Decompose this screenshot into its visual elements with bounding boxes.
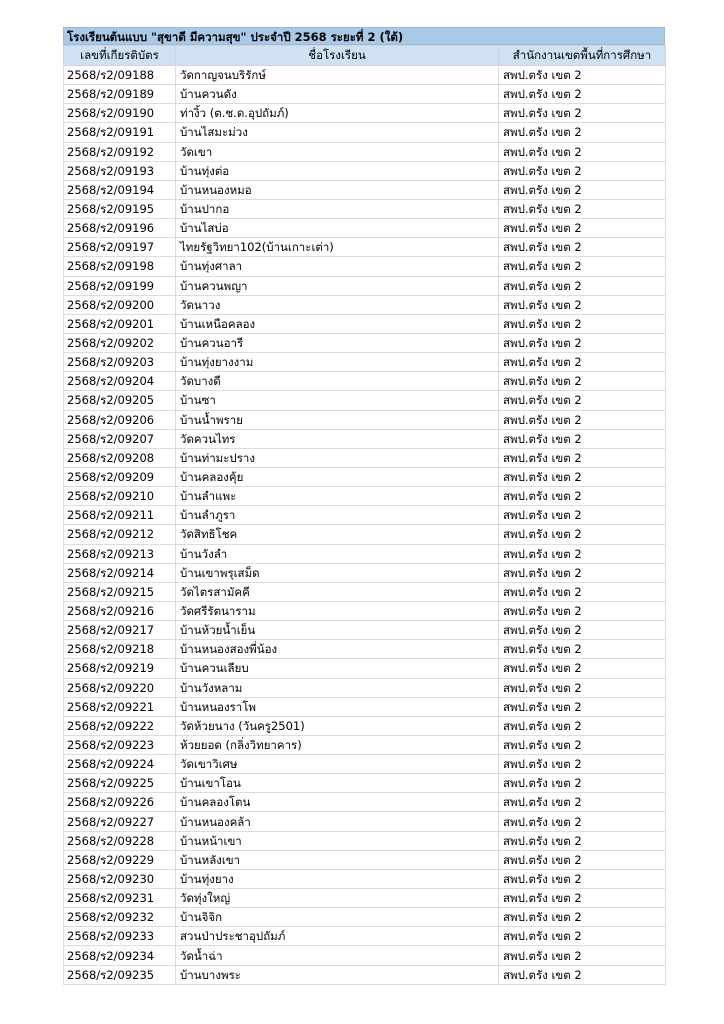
- certificate-number-cell: 2568/ร2/09205: [64, 391, 176, 410]
- school-name-cell: บ้านควนดัง: [176, 85, 499, 104]
- certificate-number-cell: 2568/ร2/09219: [64, 659, 176, 678]
- table-row: [64, 333, 666, 352]
- certificate-number-cell: 2568/ร2/09233: [64, 927, 176, 946]
- school-name-cell: บ้านคลองโตน: [176, 793, 499, 812]
- education-office-cell: สพป.ตรัง เขต 2: [499, 314, 666, 333]
- certificate-number-cell: 2568/ร2/09220: [64, 678, 176, 697]
- certificate-number-cell: 2568/ร2/09216: [64, 601, 176, 620]
- certificate-number-cell: 2568/ร2/09190: [64, 104, 176, 123]
- education-office-cell: สพป.ตรัง เขต 2: [499, 927, 666, 946]
- school-name-cell: บ้านลำแพะ: [176, 487, 499, 506]
- education-office-cell: สพป.ตรัง เขต 2: [499, 257, 666, 276]
- table-header-row: [64, 46, 666, 66]
- school-name-cell: บ้านเขาโอน: [176, 774, 499, 793]
- school-name-cell: วัดกาญจนบริรักษ์: [176, 66, 499, 85]
- certificate-number-cell: 2568/ร2/09208: [64, 448, 176, 467]
- school-name-cell: วัดบางดี: [176, 372, 499, 391]
- table-row: [64, 735, 666, 754]
- school-name-cell: บ้านซา: [176, 391, 499, 410]
- school-name-cell: บ้านท่ามะปราง: [176, 448, 499, 467]
- school-name-cell: วัดไตรสามัคคี: [176, 582, 499, 601]
- certificate-number-cell: 2568/ร2/09189: [64, 85, 176, 104]
- table-row: [64, 219, 666, 238]
- table-row: [64, 85, 666, 104]
- table-row: [64, 889, 666, 908]
- certificate-number-cell: 2568/ร2/09226: [64, 793, 176, 812]
- school-name-cell: บ้านไสบ่อ: [176, 219, 499, 238]
- education-office-cell: สพป.ตรัง เขต 2: [499, 391, 666, 410]
- table-row: [64, 659, 666, 678]
- education-office-cell: สพป.ตรัง เขต 2: [499, 429, 666, 448]
- header-education-office: สำนักงานเขตพื้นที่การศึกษา: [499, 46, 666, 66]
- school-name-cell: บ้านหนองคล้า: [176, 812, 499, 831]
- table-row: [64, 946, 666, 965]
- certificate-number-cell: 2568/ร2/09197: [64, 238, 176, 257]
- school-name-cell: วัดน้ำฉ่า: [176, 946, 499, 965]
- school-name-cell: บ้านเหนือคลอง: [176, 314, 499, 333]
- education-office-cell: สพป.ตรัง เขต 2: [499, 276, 666, 295]
- school-name-cell: บ้านทุ่งยางงาม: [176, 353, 499, 372]
- certificate-number-cell: 2568/ร2/09235: [64, 965, 176, 984]
- table-row: [64, 104, 666, 123]
- school-name-cell: บ้านหนองหมอ: [176, 180, 499, 199]
- certificate-number-cell: 2568/ร2/09215: [64, 582, 176, 601]
- education-office-cell: สพป.ตรัง เขต 2: [499, 965, 666, 984]
- education-office-cell: สพป.ตรัง เขต 2: [499, 582, 666, 601]
- table-row: [64, 965, 666, 984]
- school-name-cell: วัดเขา: [176, 142, 499, 161]
- header-school-name: ชื่อโรงเรียน: [176, 46, 499, 66]
- school-name-cell: บ้านวังหลาม: [176, 678, 499, 697]
- certificate-number-cell: 2568/ร2/09213: [64, 544, 176, 563]
- education-office-cell: สพป.ตรัง เขต 2: [499, 621, 666, 640]
- table-row: [64, 276, 666, 295]
- education-office-cell: สพป.ตรัง เขต 2: [499, 831, 666, 850]
- certificate-number-cell: 2568/ร2/09221: [64, 697, 176, 716]
- education-office-cell: สพป.ตรัง เขต 2: [499, 563, 666, 582]
- certificate-number-cell: 2568/ร2/09194: [64, 180, 176, 199]
- table-row: [64, 525, 666, 544]
- education-office-cell: สพป.ตรัง เขต 2: [499, 506, 666, 525]
- school-name-cell: สวนป่าประชาอุปถัมภ์: [176, 927, 499, 946]
- education-office-cell: สพป.ตรัง เขต 2: [499, 601, 666, 620]
- school-name-cell: วัดสิทธิโชค: [176, 525, 499, 544]
- certificate-number-cell: 2568/ร2/09200: [64, 295, 176, 314]
- certificate-number-cell: 2568/ร2/09192: [64, 142, 176, 161]
- certificate-number-cell: 2568/ร2/09229: [64, 850, 176, 869]
- certificate-number-cell: 2568/ร2/09202: [64, 333, 176, 352]
- education-office-cell: สพป.ตรัง เขต 2: [499, 869, 666, 888]
- certificate-number-cell: 2568/ร2/09199: [64, 276, 176, 295]
- education-office-cell: สพป.ตรัง เขต 2: [499, 793, 666, 812]
- certificate-number-cell: 2568/ร2/09207: [64, 429, 176, 448]
- education-office-cell: สพป.ตรัง เขต 2: [499, 544, 666, 563]
- table-row: [64, 582, 666, 601]
- education-office-cell: สพป.ตรัง เขต 2: [499, 180, 666, 199]
- school-name-cell: บ้านปากอ: [176, 199, 499, 218]
- table-row: [64, 142, 666, 161]
- school-name-cell: บ้านห้วยน้ำเย็น: [176, 621, 499, 640]
- table-row: [64, 678, 666, 697]
- education-office-cell: สพป.ตรัง เขต 2: [499, 659, 666, 678]
- school-name-cell: บ้านหนองสองพี่น้อง: [176, 640, 499, 659]
- education-office-cell: สพป.ตรัง เขต 2: [499, 353, 666, 372]
- education-office-cell: สพป.ตรัง เขต 2: [499, 946, 666, 965]
- certificate-number-cell: 2568/ร2/09203: [64, 353, 176, 372]
- table-row: [64, 410, 666, 429]
- table-row: [64, 850, 666, 869]
- education-office-cell: สพป.ตรัง เขต 2: [499, 850, 666, 869]
- table-row: [64, 238, 666, 257]
- certificate-number-cell: 2568/ร2/09191: [64, 123, 176, 142]
- education-office-cell: สพป.ตรัง เขต 2: [499, 372, 666, 391]
- table-row: [64, 66, 666, 85]
- table-row: [64, 353, 666, 372]
- school-name-cell: บ้านลำภูรา: [176, 506, 499, 525]
- education-office-cell: สพป.ตรัง เขต 2: [499, 333, 666, 352]
- education-office-cell: สพป.ตรัง เขต 2: [499, 889, 666, 908]
- education-office-cell: สพป.ตรัง เขต 2: [499, 908, 666, 927]
- table-row: [64, 199, 666, 218]
- document-sheet: [63, 27, 665, 985]
- certificate-number-cell: 2568/ร2/09212: [64, 525, 176, 544]
- school-name-cell: บ้านไสมะม่วง: [176, 123, 499, 142]
- school-name-cell: บ้านหลังเขา: [176, 850, 499, 869]
- certificate-number-cell: 2568/ร2/09232: [64, 908, 176, 927]
- education-office-cell: สพป.ตรัง เขต 2: [499, 716, 666, 735]
- table-row: [64, 793, 666, 812]
- table-row: [64, 487, 666, 506]
- school-name-cell: บ้านวังลำ: [176, 544, 499, 563]
- certificate-number-cell: 2568/ร2/09222: [64, 716, 176, 735]
- certificate-number-cell: 2568/ร2/09224: [64, 755, 176, 774]
- education-office-cell: สพป.ตรัง เขต 2: [499, 487, 666, 506]
- certificate-number-cell: 2568/ร2/09211: [64, 506, 176, 525]
- education-office-cell: สพป.ตรัง เขต 2: [499, 774, 666, 793]
- school-name-cell: บ้านควนอารี: [176, 333, 499, 352]
- table-row: [64, 716, 666, 735]
- education-office-cell: สพป.ตรัง เขต 2: [499, 755, 666, 774]
- education-office-cell: สพป.ตรัง เขต 2: [499, 238, 666, 257]
- document-title: โรงเรียนต้นแบบ "สุขาดี มีความสุข" ประจำปี 2568 ระยะที่ 2 (ใต้): [63, 27, 665, 45]
- school-name-cell: บ้านเขาพรุเสม็ด: [176, 563, 499, 582]
- table-row: [64, 908, 666, 927]
- certificate-number-cell: 2568/ร2/09201: [64, 314, 176, 333]
- school-name-cell: วัดเขาวิเศษ: [176, 755, 499, 774]
- education-office-cell: สพป.ตรัง เขต 2: [499, 467, 666, 486]
- table-row: [64, 774, 666, 793]
- school-name-cell: วัดทุ่งใหญ่: [176, 889, 499, 908]
- education-office-cell: สพป.ตรัง เขต 2: [499, 219, 666, 238]
- table-row: [64, 755, 666, 774]
- table-row: [64, 180, 666, 199]
- table-row: [64, 314, 666, 333]
- education-office-cell: สพป.ตรัง เขต 2: [499, 697, 666, 716]
- table-row: [64, 927, 666, 946]
- table-row: [64, 448, 666, 467]
- school-name-cell: วัดศรีรัตนาราม: [176, 601, 499, 620]
- school-name-cell: บ้านทุ่งต่อ: [176, 161, 499, 180]
- education-office-cell: สพป.ตรัง เขต 2: [499, 812, 666, 831]
- table-row: [64, 506, 666, 525]
- certificate-number-cell: 2568/ร2/09225: [64, 774, 176, 793]
- education-office-cell: สพป.ตรัง เขต 2: [499, 525, 666, 544]
- table-row: [64, 869, 666, 888]
- school-name-cell: ไทยรัฐวิทยา102(บ้านเกาะเต่า): [176, 238, 499, 257]
- school-name-cell: บ้านควนพญา: [176, 276, 499, 295]
- certificate-number-cell: 2568/ร2/09209: [64, 467, 176, 486]
- education-office-cell: สพป.ตรัง เขต 2: [499, 410, 666, 429]
- school-name-cell: ห้วยยอด (กลิ่งวิทยาคาร): [176, 735, 499, 754]
- education-office-cell: สพป.ตรัง เขต 2: [499, 142, 666, 161]
- education-office-cell: สพป.ตรัง เขต 2: [499, 104, 666, 123]
- school-table: [63, 45, 666, 985]
- certificate-number-cell: 2568/ร2/09204: [64, 372, 176, 391]
- table-row: [64, 123, 666, 142]
- school-name-cell: บ้านทุ่งยาง: [176, 869, 499, 888]
- school-name-cell: บ้านหน้าเขา: [176, 831, 499, 850]
- school-name-cell: บ้านน้ำพราย: [176, 410, 499, 429]
- education-office-cell: สพป.ตรัง เขต 2: [499, 448, 666, 467]
- education-office-cell: สพป.ตรัง เขต 2: [499, 85, 666, 104]
- certificate-number-cell: 2568/ร2/09234: [64, 946, 176, 965]
- table-row: [64, 563, 666, 582]
- table-row: [64, 640, 666, 659]
- certificate-number-cell: 2568/ร2/09188: [64, 66, 176, 85]
- school-name-cell: บ้านจิจิก: [176, 908, 499, 927]
- education-office-cell: สพป.ตรัง เขต 2: [499, 640, 666, 659]
- education-office-cell: สพป.ตรัง เขต 2: [499, 735, 666, 754]
- school-name-cell: วัดห้วยนาง (วันครู2501): [176, 716, 499, 735]
- school-name-cell: วัดควนไทร: [176, 429, 499, 448]
- table-row: [64, 429, 666, 448]
- table-row: [64, 372, 666, 391]
- certificate-number-cell: 2568/ร2/09196: [64, 219, 176, 238]
- education-office-cell: สพป.ตรัง เขต 2: [499, 295, 666, 314]
- certificate-number-cell: 2568/ร2/09230: [64, 869, 176, 888]
- certificate-number-cell: 2568/ร2/09227: [64, 812, 176, 831]
- education-office-cell: สพป.ตรัง เขต 2: [499, 123, 666, 142]
- table-row: [64, 621, 666, 640]
- school-name-cell: วัดนาวง: [176, 295, 499, 314]
- education-office-cell: สพป.ตรัง เขต 2: [499, 678, 666, 697]
- school-name-cell: บ้านหนองราโพ: [176, 697, 499, 716]
- certificate-number-cell: 2568/ร2/09217: [64, 621, 176, 640]
- school-name-cell: บ้านบางพระ: [176, 965, 499, 984]
- school-name-cell: บ้านทุ่งศาลา: [176, 257, 499, 276]
- table-row: [64, 812, 666, 831]
- table-row: [64, 391, 666, 410]
- school-name-cell: บ้านคลองคุ้ย: [176, 467, 499, 486]
- table-row: [64, 257, 666, 276]
- certificate-number-cell: 2568/ร2/09223: [64, 735, 176, 754]
- header-certificate-number: เลขที่เกียรติบัตร: [64, 46, 176, 66]
- certificate-number-cell: 2568/ร2/09218: [64, 640, 176, 659]
- certificate-number-cell: 2568/ร2/09228: [64, 831, 176, 850]
- certificate-number-cell: 2568/ร2/09210: [64, 487, 176, 506]
- certificate-number-cell: 2568/ร2/09214: [64, 563, 176, 582]
- table-row: [64, 601, 666, 620]
- certificate-number-cell: 2568/ร2/09193: [64, 161, 176, 180]
- certificate-number-cell: 2568/ร2/09231: [64, 889, 176, 908]
- certificate-number-cell: 2568/ร2/09206: [64, 410, 176, 429]
- school-name-cell: ท่างิ้ว (ต.ช.ด.อุปถัมภ์): [176, 104, 499, 123]
- education-office-cell: สพป.ตรัง เขต 2: [499, 66, 666, 85]
- table-row: [64, 697, 666, 716]
- table-row: [64, 467, 666, 486]
- education-office-cell: สพป.ตรัง เขต 2: [499, 161, 666, 180]
- education-office-cell: สพป.ตรัง เขต 2: [499, 199, 666, 218]
- table-row: [64, 295, 666, 314]
- certificate-number-cell: 2568/ร2/09198: [64, 257, 176, 276]
- certificate-number-cell: 2568/ร2/09195: [64, 199, 176, 218]
- table-row: [64, 161, 666, 180]
- table-row: [64, 544, 666, 563]
- school-name-cell: บ้านควนเลียบ: [176, 659, 499, 678]
- table-row: [64, 831, 666, 850]
